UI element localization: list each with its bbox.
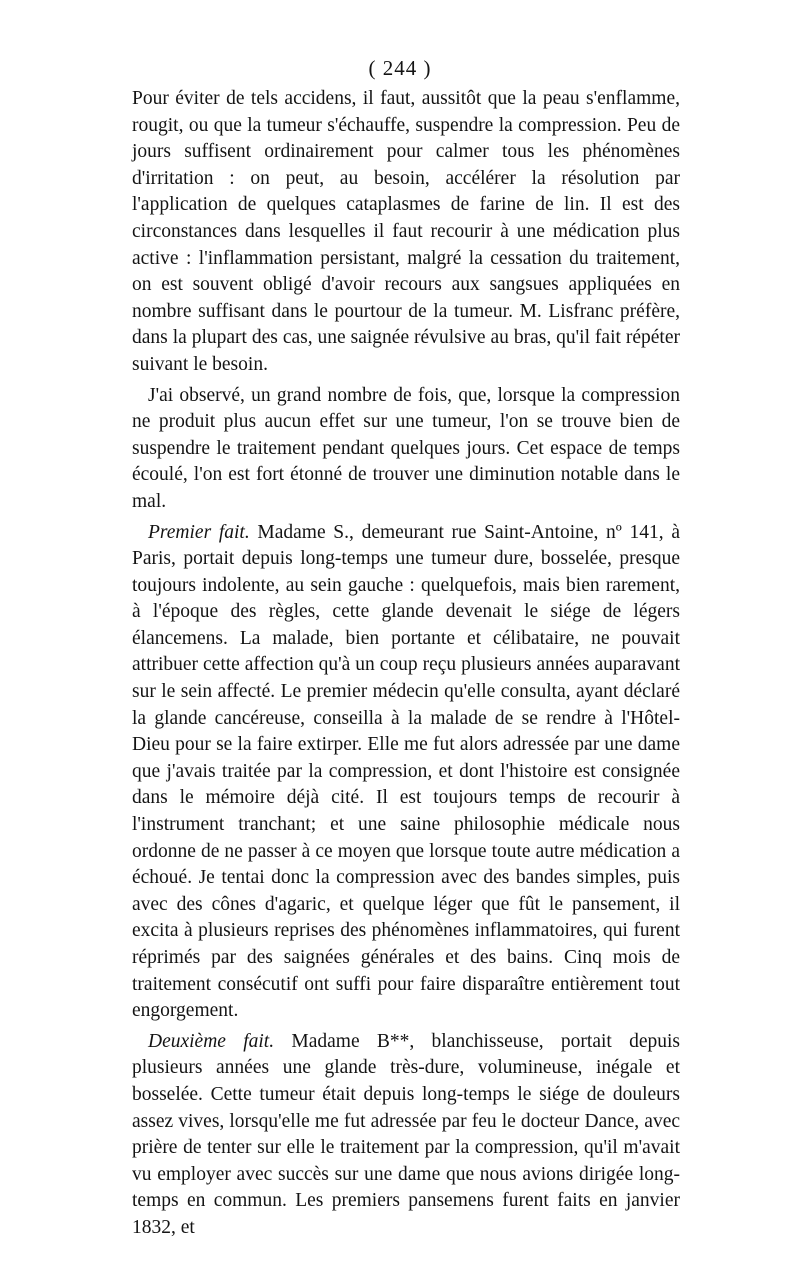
paragraph-deuxieme-fait — [132, 1029, 680, 1242]
paragraph-text: J'ai observé, un grand nombre de fois, que, lorsque la compression ne produit plus aucun effet sur une tumeur, l'on se trouve bien de suspendre le traitement pendant quelques jours. Cet espace de temps écoulé, l'on est fort étonné de trouver une diminution notable dans le mal. — [132, 384, 680, 512]
case-label: Premier fait. — [148, 521, 250, 543]
case-label: Deuxième fait. — [148, 1030, 275, 1052]
paragraph-premier-fait — [132, 520, 680, 1025]
paragraph-text: Madame B**, blanchisseuse, portait depuis plusieurs années une glande très-dure, volumineuse, inégale et bosselée. Cette tumeur était depuis long-temps le siége de douleurs assez vives, lorsqu'elle me fut adressée par feu le docteur Dance, avec prière de tenter sur elle le traitement par la compression, qu'il m'avait vu employer avec succès sur une dame que nous avions dirigée long-temps en commun. Les premiers pansemens furent faits en janvier 1832, et — [132, 1030, 680, 1238]
paragraph-observation — [132, 383, 680, 516]
page-number: ( 244 ) — [368, 56, 432, 80]
body-text — [132, 86, 680, 1242]
paragraph-text: Pour éviter de tels accidens, il faut, aussitôt que la peau s'enflamme, rougit, ou que la tumeur s'échauffe, suspendre la compression. Peu de jours suffisent ordinairement pour calmer tous les phénomènes d'irritation : on peut, au besoin, accélérer la résolution par l'application de quelques cataplasmes de farine de lin. Il est des circonstances dans lesquelles il faut recourir à une médication plus active : l'inflammation persistant, malgré la cessation du traitement, on est souvent obligé d'avoir recours aux sangsues appliquées en nombre suffisant dans le pourtour de la tumeur. M. Lisfranc préfère, dans la plupart des cas, une saignée révulsive au bras, qu'il fait répéter suivant le besoin. — [132, 88, 680, 375]
paragraph-text: Madame S., demeurant rue Saint-Antoine, nº 141, à Paris, portait depuis long-temps une tumeur dure, bosselée, presque toujours indolente, au sein gauche : quelquefois, mais bien rarement, à l'époque des règles, cette glande devenait le siége de légers élancemens. La malade, bien portante et célibataire, ne pouvait attribuer cette affection qu'à un coup reçu plusieurs années auparavant sur le sein affecté. Le premier médecin qu'elle consulta, ayant déclaré la glande cancéreuse, conseilla à la malade de se rendre à l'Hôtel-Dieu pour se la faire extirper. Elle me fut alors adressée par une dame que j'avais traitée par la compression, et dont l'histoire est consignée dans le mémoire déjà cité. Il est toujours temps de recourir à l'instrument tranchant; et une saine philosophie médicale nous ordonne de ne passer à ce moyen que lorsque toute autre médication a échoué. Je tentai donc la compression avec des bandes simples, puis avec des cônes d'agaric, et quelque léger que fût le pansement, il excita à plusieurs reprises des phénomènes inflammatoires, qui furent réprimés par des saignées générales et des bains. Cinq mois de traitement consécutif ont suffi pour faire disparaître entièrement tout engorgement. — [132, 521, 680, 1022]
paragraph-compression-accidents — [132, 86, 680, 379]
